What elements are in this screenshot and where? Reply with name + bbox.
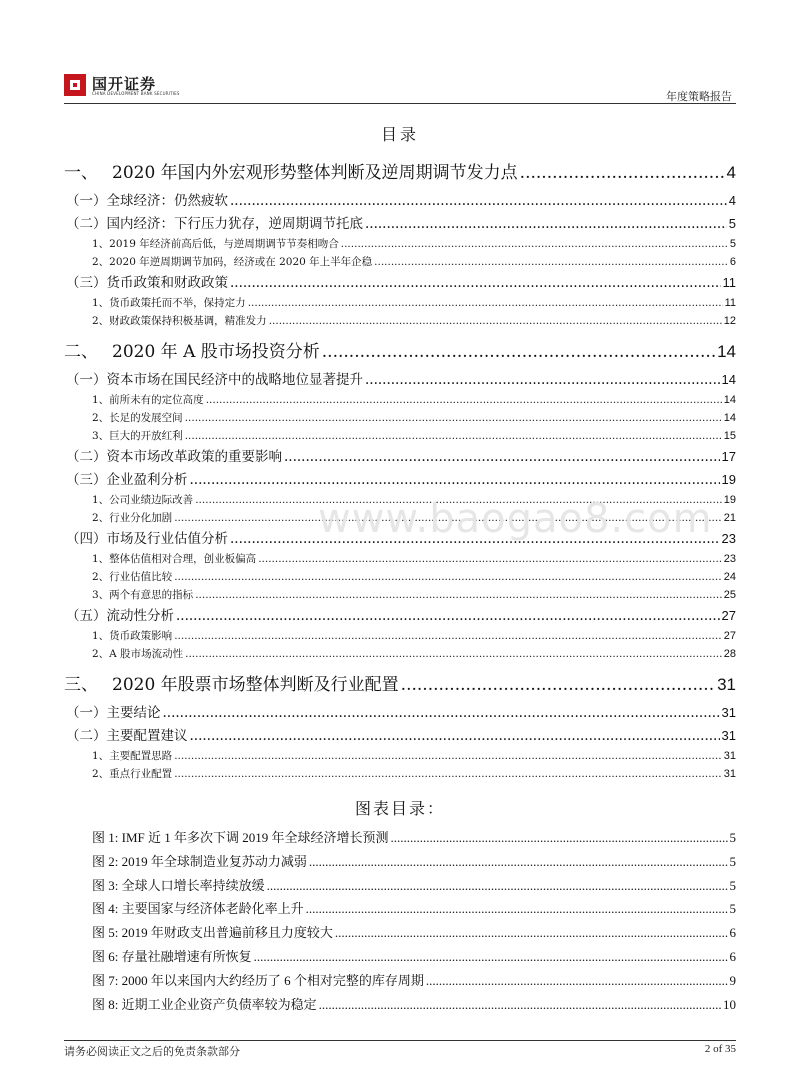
entry-label <box>92 312 267 330</box>
entry-label <box>66 702 161 725</box>
entry-text: （三）企业盈利分析 <box>66 472 188 488</box>
dot-leader <box>174 568 722 586</box>
toc-entry[interactable] <box>64 669 736 701</box>
dot-leader <box>426 969 728 993</box>
dot-leader <box>174 747 722 765</box>
dot-leader <box>230 190 727 213</box>
dot-leader <box>190 469 720 492</box>
entry-text: 图 6: 存量社融增速有所恢复 <box>92 948 252 964</box>
toc-entry[interactable] <box>66 189 736 212</box>
entry-label <box>64 669 399 701</box>
entry-text: 1、货币政策托而不举，保持定力 <box>92 297 246 309</box>
figure-list-title: 图表目录： <box>354 799 445 818</box>
figure-entry[interactable] <box>92 993 736 1017</box>
logo-icon <box>64 74 86 96</box>
entry-text: （一）全球经济：仍然疲软 <box>66 193 228 209</box>
entry-text: 2、行业分化加剧 <box>92 512 173 524</box>
dot-leader <box>520 157 725 189</box>
dot-leader <box>176 605 720 628</box>
entry-page-number: 4 <box>728 193 736 208</box>
entry-page-number: 31 <box>717 675 736 694</box>
figure-entry[interactable] <box>92 874 736 898</box>
entry-label <box>92 294 246 312</box>
dot-leader <box>206 391 722 409</box>
brand-name: 国开证券 <box>92 75 157 93</box>
entry-text: （四）市场及行业估值分析 <box>66 531 228 547</box>
dot-leader <box>267 874 728 898</box>
entry-page-number: 4 <box>726 163 736 182</box>
entry-text: 1、公司业绩边际改善 <box>92 494 194 506</box>
toc-entry[interactable] <box>92 253 736 271</box>
entry-page-number: 14 <box>717 342 736 361</box>
entry-text: 3、巨大的开放红利 <box>92 430 183 442</box>
entry-page-number: 5 <box>729 853 736 869</box>
entry-text: 1、2019 年经济前高后低，与逆周期调节节奏相吻合 <box>92 238 339 250</box>
dot-leader <box>284 446 720 469</box>
page-header <box>64 74 736 102</box>
entry-label <box>66 190 228 213</box>
entry-label <box>92 826 388 850</box>
entry-label <box>66 469 188 492</box>
entry-page-number: 31 <box>721 728 736 743</box>
entry-page-number: 11 <box>722 275 736 290</box>
dot-leader <box>195 586 722 604</box>
entry-page-number: 5 <box>729 901 736 917</box>
entry-text: 1、前所未有的定位高度 <box>92 394 204 406</box>
figure-entry[interactable] <box>92 969 736 993</box>
entry-page-number: 27 <box>721 608 736 623</box>
entry-text: 图 4: 主要国家与经济体老龄化率上升 <box>92 901 304 917</box>
entry-label <box>92 969 424 993</box>
entry-label <box>92 427 183 445</box>
entry-label <box>92 550 256 568</box>
entry-text: 1、货币政策影响 <box>92 630 173 642</box>
entry-label <box>92 568 172 586</box>
dot-leader <box>248 294 723 312</box>
entry-page-number: 10 <box>723 996 736 1012</box>
entry-text: 图 1: IMF 近 1 年多次下调 2019 年全球经济增长预测 <box>92 830 389 845</box>
entry-text: （二）主要配置建议 <box>66 728 188 744</box>
entry-label <box>66 213 363 236</box>
figure-entry[interactable] <box>92 850 736 874</box>
entry-text: 3、两个有意思的指标 <box>92 589 194 601</box>
entry-text: 图 2: 2019 年全球制造业复苏动力减弱 <box>92 853 307 869</box>
entry-page-number: 9 <box>729 972 736 988</box>
toc-title: 目录 <box>380 125 419 144</box>
entry-label <box>66 528 228 551</box>
figure-entry[interactable] <box>92 897 736 921</box>
entry-label <box>66 369 363 392</box>
entry-label <box>66 272 228 295</box>
toc-entry[interactable] <box>66 271 736 294</box>
toc-entry[interactable] <box>92 747 736 765</box>
entry-page-number: 14 <box>723 412 736 424</box>
dot-leader <box>309 850 728 874</box>
entry-page-number: 5 <box>728 216 736 231</box>
entry-page-number: 19 <box>721 472 736 487</box>
entry-text: 图 7: 2000 年以来国内大约经历了 6 个相对完整的库存周期 <box>92 972 424 988</box>
dot-leader <box>185 645 722 663</box>
toc-entry[interactable] <box>66 445 736 468</box>
dot-leader <box>254 945 728 969</box>
dot-leader <box>365 213 727 236</box>
entry-label <box>92 509 172 527</box>
dot-leader <box>190 725 720 748</box>
entry-text: （五）流动性分析 <box>66 608 174 624</box>
dot-leader <box>390 826 727 850</box>
entry-page-number: 23 <box>723 553 736 565</box>
entry-text: 2020 年股票市场整体判断及行业配置 <box>112 675 399 695</box>
entry-label <box>92 945 252 969</box>
figure-list <box>92 826 736 1016</box>
chapter-number: 一、 <box>64 163 98 183</box>
dot-leader <box>185 409 722 427</box>
toc-entry[interactable] <box>66 368 736 391</box>
report-type: 年度策略报告 <box>666 90 732 103</box>
dot-leader <box>174 627 722 645</box>
entry-label <box>64 157 518 189</box>
entry-page-number: 5 <box>729 830 736 845</box>
entry-page-number: 17 <box>721 449 736 464</box>
dot-leader <box>319 993 721 1017</box>
entry-label <box>92 409 183 427</box>
toc-entry[interactable] <box>92 409 736 427</box>
entry-text: （二）资本市场改革政策的重要影响 <box>66 449 282 465</box>
entry-page-number: 21 <box>723 512 736 524</box>
entry-label <box>92 391 204 409</box>
toc-entry[interactable] <box>92 586 736 604</box>
figure-entry[interactable] <box>92 921 736 945</box>
dot-leader <box>401 669 715 701</box>
entry-page-number: 31 <box>723 768 736 780</box>
entry-label <box>92 850 307 874</box>
toc-entry[interactable] <box>92 765 736 783</box>
toc-entry[interactable] <box>92 294 736 312</box>
brand-subtitle: CHINA DEVELOPMENT BANK SECURITIES <box>92 91 180 96</box>
entry-label <box>92 874 265 898</box>
entry-page-number: 24 <box>723 571 736 583</box>
entry-page-number: 6 <box>729 948 736 964</box>
entry-text: 2、A 股市场流动性 <box>92 648 184 660</box>
entry-label <box>92 921 333 945</box>
dot-leader <box>341 235 728 253</box>
dot-leader <box>365 369 720 392</box>
entry-text: 2、财政政策保持积极基调，精准发力 <box>92 315 267 327</box>
footer-divider <box>64 1040 736 1041</box>
entry-text: 图 8: 近期工业企业资产负债率较为稳定 <box>92 996 317 1012</box>
entry-page-number: 5 <box>729 877 736 893</box>
dot-leader <box>185 427 722 445</box>
entry-text: （一）主要结论 <box>66 705 161 721</box>
entry-page-number: 15 <box>723 430 736 442</box>
entry-label <box>66 725 188 748</box>
watermark: www.baogao8.com <box>318 496 713 542</box>
entry-page-number: 11 <box>724 297 736 309</box>
entry-label <box>66 605 174 628</box>
toc-entry[interactable] <box>92 645 736 663</box>
entry-text: 1、主要配置思路 <box>92 750 173 762</box>
dot-leader <box>306 897 728 921</box>
toc-entry[interactable] <box>92 427 736 445</box>
dot-leader <box>335 921 728 945</box>
entry-text: （二）国内经济：下行压力犹存，逆周期调节托底 <box>66 216 363 232</box>
entry-label <box>92 645 183 663</box>
entry-page-number: 19 <box>723 494 736 506</box>
entry-page-number: 6 <box>729 925 736 941</box>
entry-page-number: 27 <box>723 630 736 642</box>
entry-label <box>92 897 304 921</box>
entry-text: 2020 年 A 股市场投资分析 <box>112 342 320 362</box>
entry-label <box>92 586 193 604</box>
entry-page-number: 25 <box>723 589 736 601</box>
entry-page-number: 14 <box>723 394 736 406</box>
entry-page-number: 6 <box>729 256 736 268</box>
toc-entry[interactable] <box>66 724 736 747</box>
header-divider <box>64 103 736 104</box>
entry-text: （三）货币政策和财政政策 <box>66 275 228 291</box>
figure-entry[interactable] <box>92 826 736 850</box>
entry-page-number: 14 <box>721 372 736 387</box>
footer-disclaimer: 请务必阅读正文之后的免责条款部分 <box>64 1045 240 1058</box>
toc-entry[interactable] <box>92 312 736 330</box>
entry-text: 图 5: 2019 年财政支出普遍前移且力度较大 <box>92 925 333 941</box>
entry-text: （一）资本市场在国民经济中的战略地位显著提升 <box>66 372 363 388</box>
dot-leader <box>230 272 721 295</box>
entry-label <box>92 627 172 645</box>
toc-entry[interactable] <box>92 568 736 586</box>
entry-page-number: 23 <box>721 531 736 546</box>
entry-text: 图 3: 全球人口增长率持续放缓 <box>92 877 265 893</box>
toc-entry[interactable] <box>64 157 736 189</box>
entry-text: 1、整体估值相对合理，创业板偏高 <box>92 553 257 565</box>
chapter-number: 三、 <box>64 675 98 695</box>
toc-entry[interactable] <box>92 627 736 645</box>
toc-entry[interactable] <box>92 391 736 409</box>
entry-label <box>92 993 317 1017</box>
entry-label <box>66 446 282 469</box>
entry-text: 2、行业估值比较 <box>92 571 173 583</box>
dot-leader <box>174 765 722 783</box>
entry-label <box>92 235 339 253</box>
dot-leader <box>269 312 722 330</box>
entry-page-number: 5 <box>729 238 736 250</box>
dot-leader <box>163 702 720 725</box>
toc-entry[interactable] <box>66 701 736 724</box>
entry-page-number: 31 <box>721 705 736 720</box>
dot-leader <box>374 253 728 271</box>
toc-entry[interactable] <box>66 212 736 235</box>
entry-label <box>92 747 172 765</box>
entry-page-number: 12 <box>723 315 736 327</box>
entry-label <box>92 765 172 783</box>
entry-page-number: 31 <box>723 750 736 762</box>
toc-entry[interactable] <box>92 550 736 568</box>
entry-text: 2020 年国内外宏观形势整体判断及逆周期调节发力点 <box>112 163 518 183</box>
toc-entry[interactable] <box>66 468 736 491</box>
entry-text: 2、2020 年逆周期调节加码，经济或在 2020 年上半年企稳 <box>92 256 373 268</box>
figure-entry[interactable] <box>92 945 736 969</box>
toc-entry[interactable] <box>92 235 736 253</box>
dot-leader <box>258 550 722 568</box>
entry-label <box>64 336 320 368</box>
page-number: 2 of 35 <box>704 1043 736 1055</box>
entry-label <box>92 253 372 271</box>
toc-entry[interactable] <box>64 336 736 368</box>
toc-entry[interactable] <box>66 604 736 627</box>
chapter-number: 二、 <box>64 342 98 362</box>
entry-label <box>92 491 193 509</box>
table-of-contents <box>64 151 736 783</box>
entry-page-number: 28 <box>723 648 736 660</box>
entry-text: 2、重点行业配置 <box>92 768 173 780</box>
entry-text: 2、长足的发展空间 <box>92 412 183 424</box>
dot-leader <box>322 336 715 368</box>
